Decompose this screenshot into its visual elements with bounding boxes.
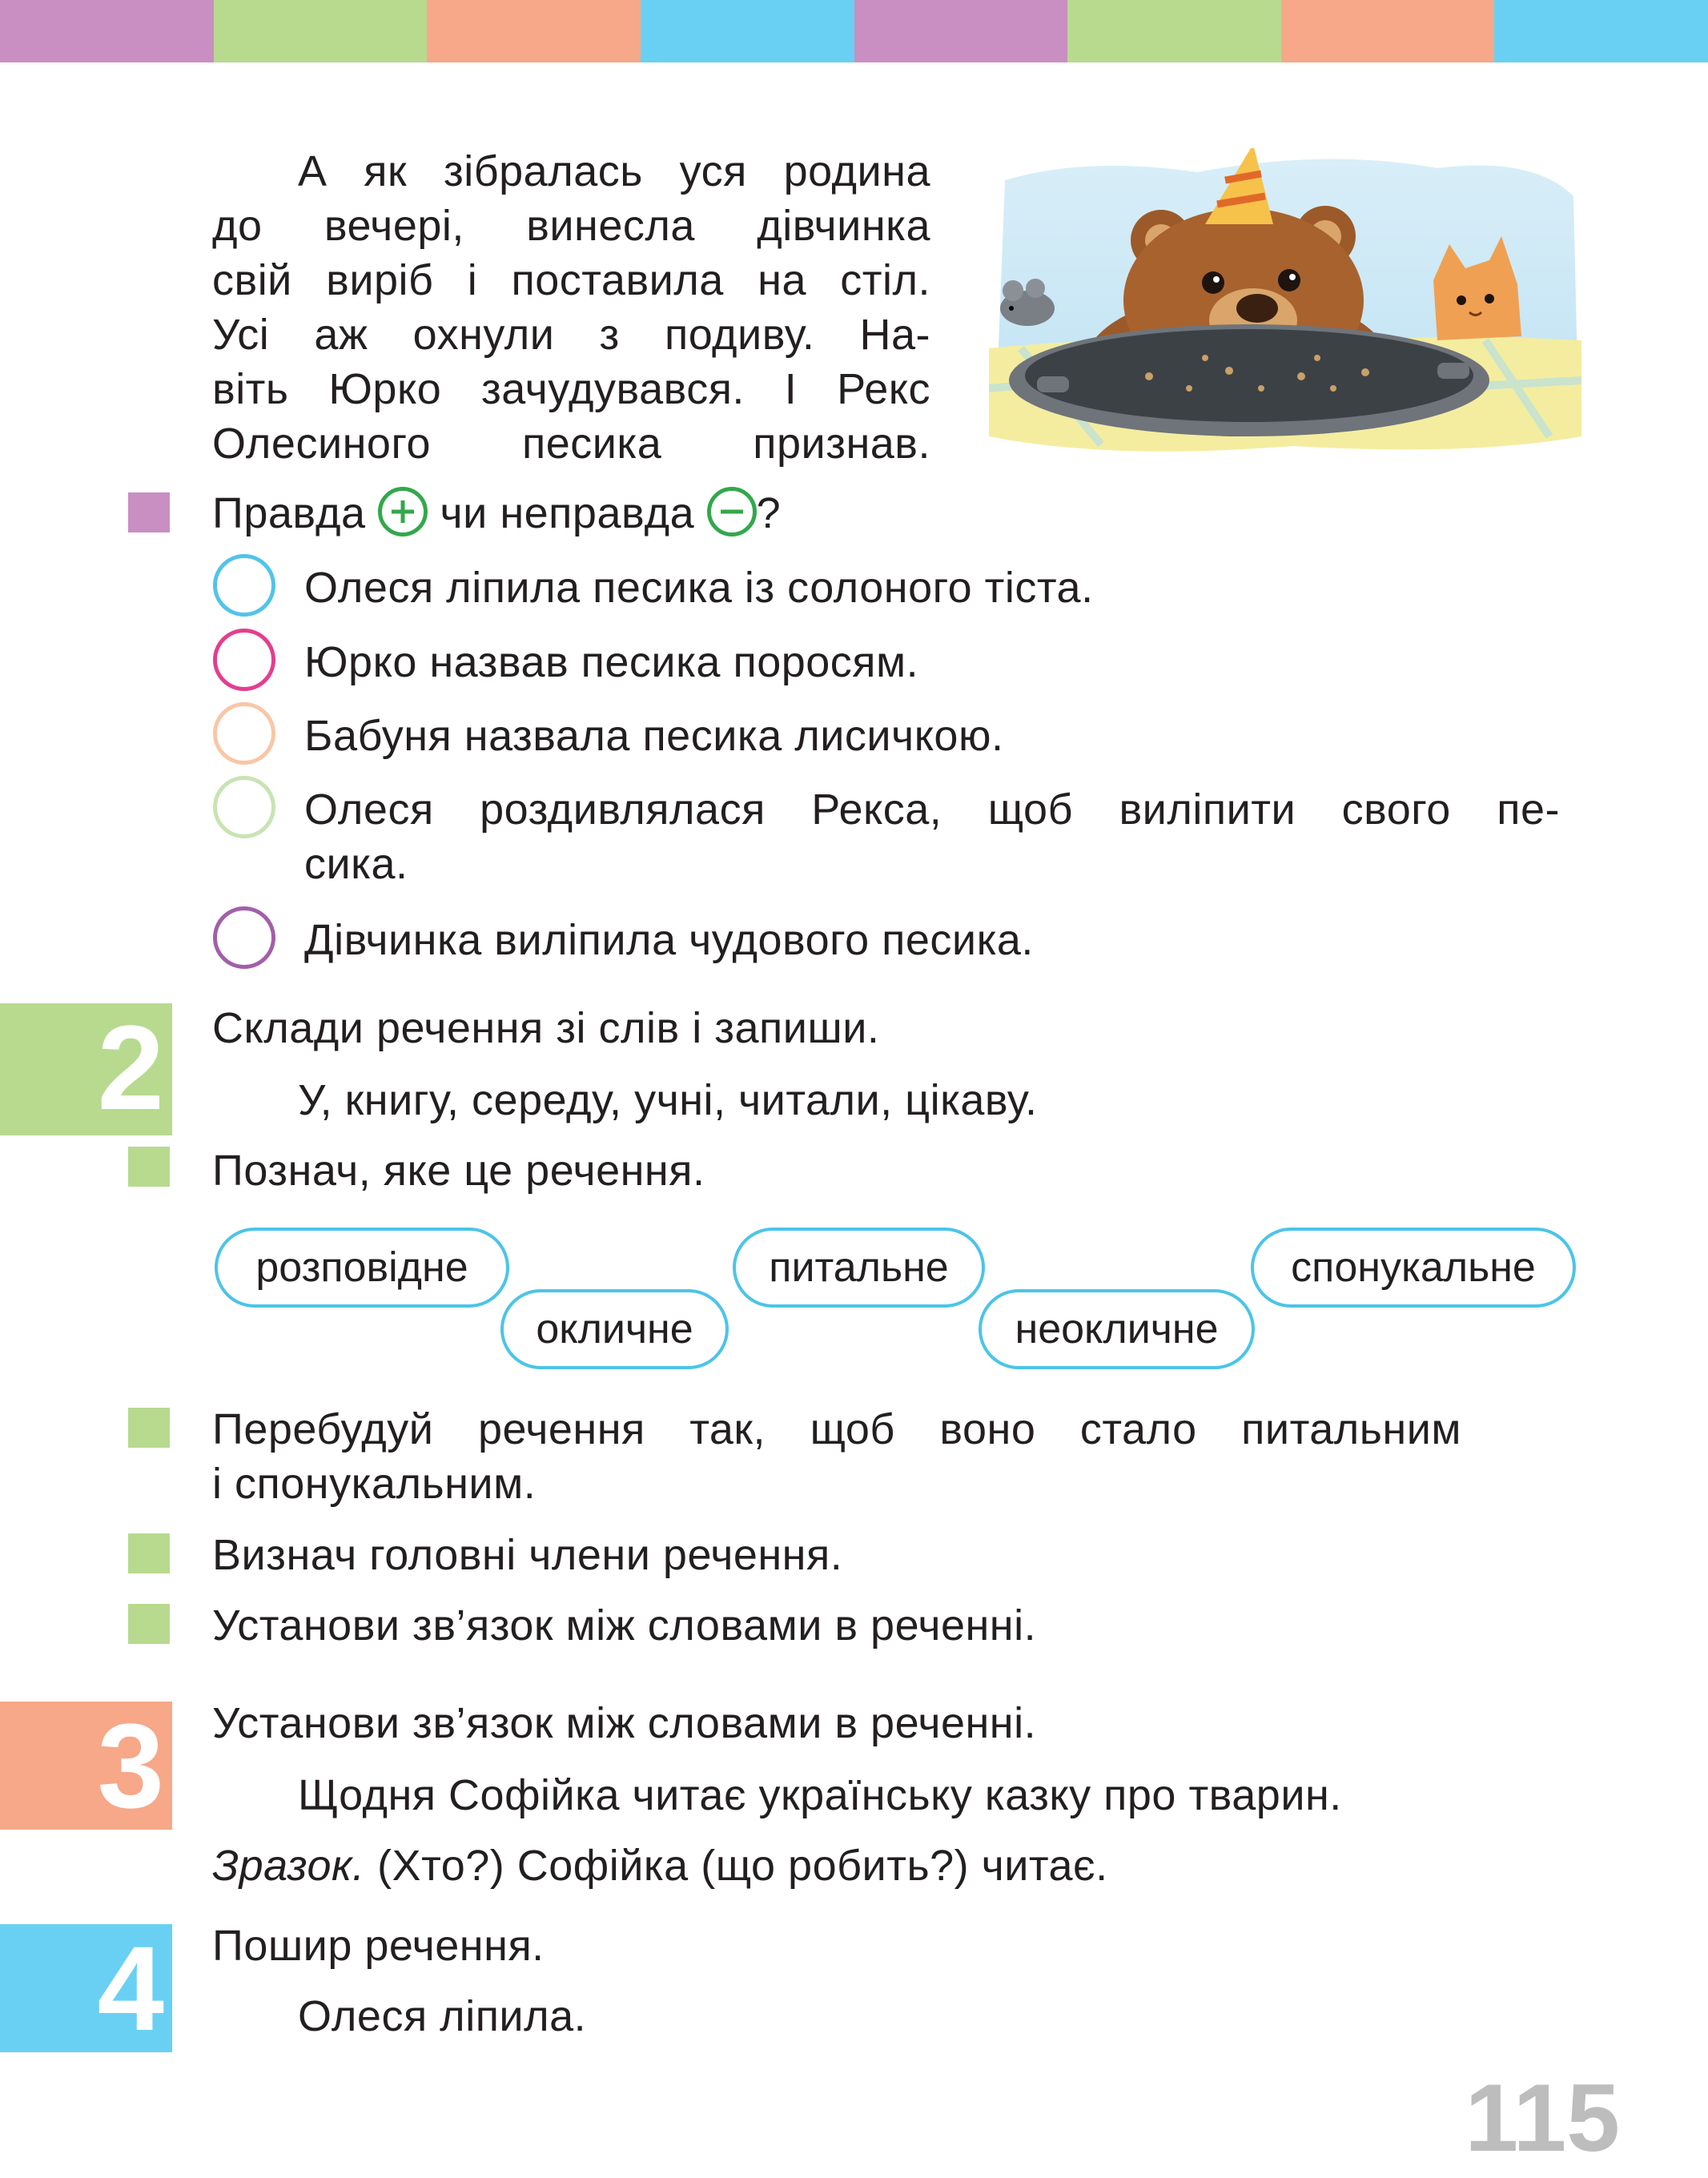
task2-main-members: Визнач головні члени речення. <box>212 1531 843 1579</box>
color-stripe-bar <box>0 0 1708 62</box>
story-line: до вечері, винесла дівчинка <box>212 202 930 250</box>
task2-mark: Познач, яке це речення. <box>212 1147 705 1195</box>
sample-text: (Хто?) Софійка (що робить?) читає. <box>377 1842 1108 1890</box>
statement: Олеся ліпила песика із солоного тіста. <box>304 564 1094 612</box>
story-line: Усі аж охнули з подиву. На- <box>212 311 930 359</box>
color-stripe <box>0 0 214 62</box>
question-middle: чи неправда <box>440 489 695 537</box>
color-stripe <box>427 0 641 62</box>
option-oklychne[interactable]: окличне <box>500 1289 729 1369</box>
story-line: Олесиного песика признав. <box>212 420 930 468</box>
option-sponukalne[interactable]: спонукальне <box>1251 1228 1576 1308</box>
task-marker-square <box>128 492 170 532</box>
task-marker-square <box>128 1147 170 1187</box>
statement: Юрко назвав песика поросям. <box>304 638 919 686</box>
task4-instruction: Пошир речення. <box>212 1922 545 1970</box>
task-marker-square <box>128 1604 170 1644</box>
answer-circle[interactable] <box>213 554 275 617</box>
task2-rebuild-cont: і спонукальним. <box>212 1460 537 1508</box>
task-number-3: 3 <box>0 1702 172 1830</box>
option-pytalne[interactable]: питальне <box>733 1228 985 1308</box>
task-number-4: 4 <box>0 1924 172 2052</box>
answer-circle[interactable] <box>213 629 275 691</box>
task2-words: У, книгу, середу, учні, читали, цікаву. <box>298 1076 1038 1124</box>
answer-circle[interactable] <box>213 776 275 838</box>
task2-rebuild: Перебудуй речення так, щоб воно стало питальним <box>212 1405 1461 1453</box>
task2-link: Установи зв’язок між словами в реченні. <box>212 1601 1037 1650</box>
task2-instruction: Склади речення зі слів і запиши. <box>212 1004 880 1052</box>
story-line: віть Юрко зачудувався. І Рекс <box>212 365 930 413</box>
color-stripe <box>214 0 428 62</box>
statement: Олеся роздивлялася Рекса, щоб виліпити свого пе- <box>304 786 1560 834</box>
task-number-2: 2 <box>0 1003 172 1135</box>
task-marker-square <box>128 1533 170 1573</box>
plus-circle-icon <box>378 487 428 536</box>
task3-sample <box>212 1838 1108 1893</box>
question-suffix: ? <box>756 489 782 537</box>
task4-sentence: Олеся ліпила. <box>298 1992 587 2040</box>
minus-circle-icon <box>707 487 757 536</box>
story-line: свій виріб і поставила на стіл. <box>212 256 930 304</box>
color-stripe <box>641 0 854 62</box>
answer-circle[interactable] <box>213 702 275 765</box>
color-stripe <box>1494 0 1708 62</box>
color-stripe <box>1281 0 1495 62</box>
question-prefix: Правда <box>212 489 366 537</box>
page-number: 115 <box>1465 2064 1620 2172</box>
color-stripe <box>854 0 1068 62</box>
answer-circle[interactable] <box>213 906 275 969</box>
task3-sentence: Щодня Софійка читає українську казку про тварин. <box>298 1771 1342 1819</box>
task-marker-square <box>128 1408 170 1448</box>
option-rozpovidne[interactable]: розповідне <box>215 1228 509 1308</box>
story-line: А як зібралась уся родина <box>298 147 930 195</box>
color-stripe <box>1067 0 1281 62</box>
option-neoklychne[interactable]: неокличне <box>979 1289 1255 1369</box>
statement-continuation: сика. <box>304 840 408 888</box>
task3-instruction: Установи зв’язок між словами в реченні. <box>212 1699 1037 1747</box>
statement: Бабуня назвала песика лисичкою. <box>304 712 1004 760</box>
statement: Дівчинка виліпила чудового песика. <box>304 916 1034 964</box>
true-false-question <box>212 486 781 541</box>
sample-label: Зразок. <box>212 1842 365 1890</box>
bear-with-tray-illustration <box>989 148 1581 456</box>
